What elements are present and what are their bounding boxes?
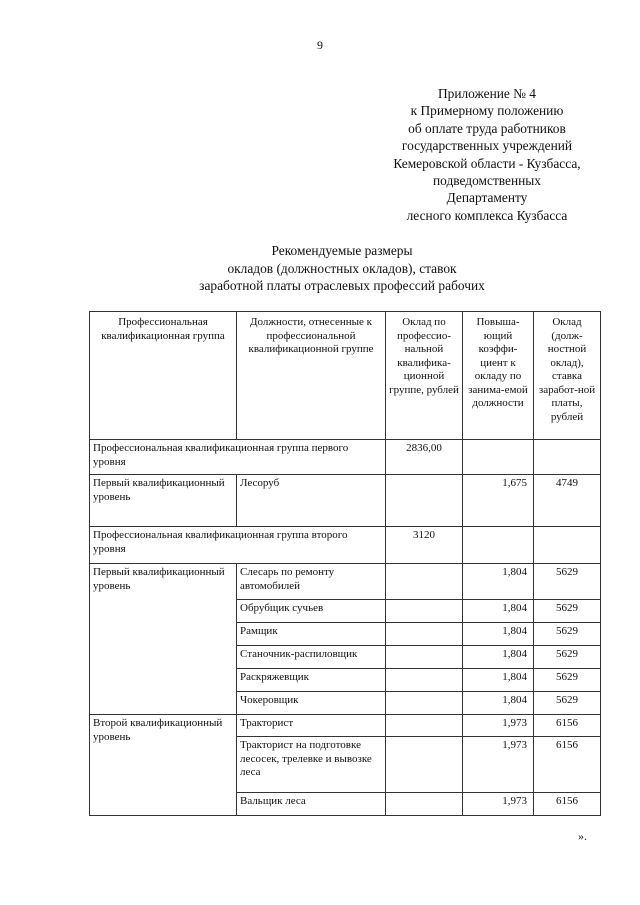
table-row <box>90 715 601 737</box>
appendix-line: Департаменту <box>446 190 528 206</box>
appendix-line: лесного комплекса Кузбасса <box>406 207 568 223</box>
position-cell: Вальщик леса <box>237 793 386 816</box>
salary-table <box>89 311 601 816</box>
group-base-salary: 2836,00 <box>386 440 463 475</box>
group-base-salary: 3120 <box>386 527 463 564</box>
position-cell: Рамщик <box>237 623 386 646</box>
level-label: Первый квалификационный уровень <box>90 475 237 527</box>
header-group: Профессиональная квалификационная группа <box>90 312 237 440</box>
appendix-line: об оплате труда работников <box>408 120 566 136</box>
closing-quote-mark: ». <box>578 829 587 843</box>
coefficient-cell: 1,804 <box>463 600 534 623</box>
salary-cell: 6156 <box>534 715 601 737</box>
document-title <box>100 242 584 295</box>
title-line: окладов (должностных окладов), ставок <box>227 260 457 276</box>
group-label: Профессиональная квалификационная группа второго уровня <box>90 527 386 564</box>
header-coefficient: Повыша-ющий коэффи-циент к окладу по занима-емой должности <box>463 312 534 440</box>
header-positions: Должности, отнесенные к профессиональной квалификационной группе <box>237 312 386 440</box>
salary-cell: 5629 <box>534 692 601 715</box>
coefficient-cell: 1,804 <box>463 623 534 646</box>
coefficient-cell: 1,804 <box>463 564 534 600</box>
coefficient-cell: 1,804 <box>463 669 534 692</box>
position-cell: Слесарь по ремонту автомобилей <box>237 564 386 600</box>
appendix-line: Кемеровской области - Кузбасса, <box>393 155 581 171</box>
salary-cell: 6156 <box>534 793 601 816</box>
salary-cell: 5629 <box>534 564 601 600</box>
level-label: Второй квалификационный уровень <box>90 715 237 816</box>
appendix-block <box>362 85 612 224</box>
position-cell: Тракторист <box>237 715 386 737</box>
header-salary: Оклад (долж-ностной оклад), ставка заработ-ной платы, рублей <box>534 312 601 440</box>
appendix-line: к Примерному положению <box>410 103 564 119</box>
title-line: заработной платы отраслевых профессий рабочих <box>199 278 485 293</box>
table-row <box>90 564 601 600</box>
salary-cell: 5629 <box>534 600 601 623</box>
position-cell: Станочник-распиловщик <box>237 646 386 669</box>
title-line: Рекомендуемые размеры <box>271 243 413 258</box>
salary-cell: 5629 <box>534 623 601 646</box>
coefficient-cell: 1,973 <box>463 793 534 816</box>
coefficient-cell: 1,973 <box>463 715 534 737</box>
coefficient-cell: 1,804 <box>463 692 534 715</box>
table-row <box>90 475 601 527</box>
group-row <box>90 527 601 564</box>
coefficient-cell: 1,973 <box>463 737 534 793</box>
group-row <box>90 440 601 475</box>
salary-cell: 6156 <box>534 737 601 793</box>
coefficient-cell: 1,675 <box>463 475 534 527</box>
table-header-row <box>90 312 601 440</box>
level-label: Первый квалификационный уровень <box>90 564 237 715</box>
group-label: Профессиональная квалификационная группа первого уровня <box>90 440 386 475</box>
salary-cell: 4749 <box>534 475 601 527</box>
position-cell: Чокеровщик <box>237 692 386 715</box>
position-cell: Раскряжевщик <box>237 669 386 692</box>
coefficient-cell: 1,804 <box>463 646 534 669</box>
appendix-line: Приложение № 4 <box>437 86 537 101</box>
page-number: 9 <box>317 38 323 52</box>
salary-cell: 5629 <box>534 646 601 669</box>
position-cell: Тракторист на подготовке лесосек, трелевке и вывозке леса <box>237 737 386 793</box>
header-base-salary: Оклад по профессио-нальной квалифика-ционной группе, рублей <box>386 312 463 440</box>
position-cell: Обрубщик сучьев <box>237 600 386 623</box>
position-cell: Лесоруб <box>237 475 386 527</box>
appendix-line: подведомственных <box>432 173 542 189</box>
appendix-line: государственных учреждений <box>401 138 573 154</box>
salary-cell: 5629 <box>534 669 601 692</box>
